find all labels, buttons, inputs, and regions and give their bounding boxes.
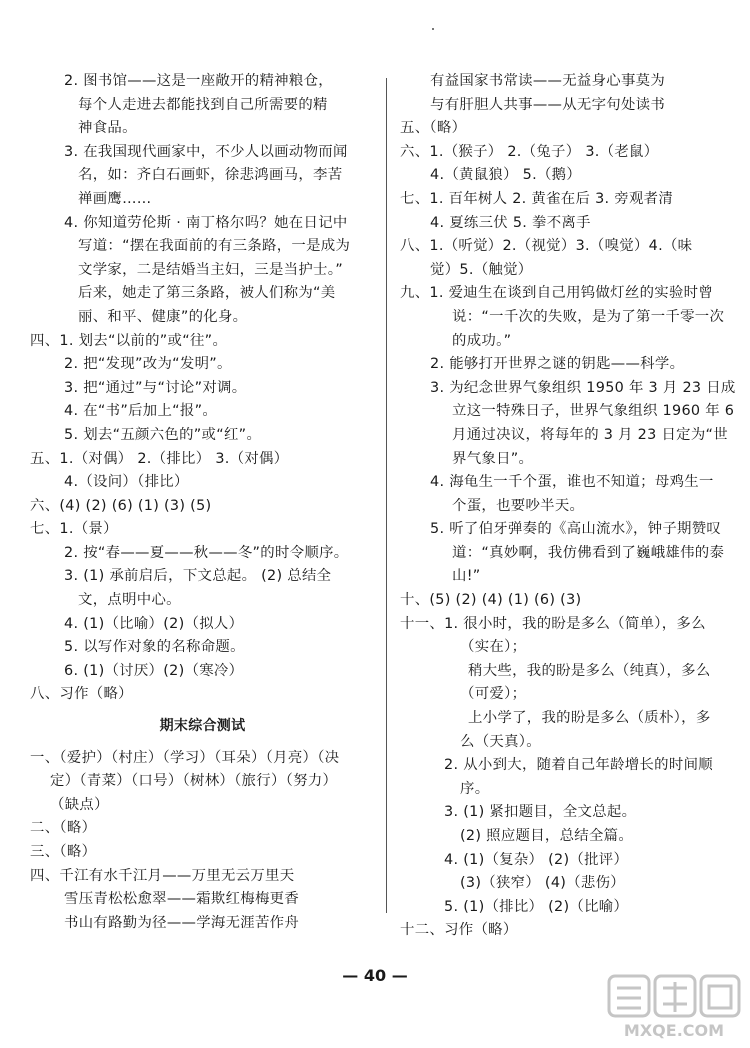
answer-line: 说：“一千次的失败，是为了第一千零一次 (452, 308, 725, 325)
answer-line: 写道：“摆在我面前的有三条路，一是成为 (78, 238, 351, 255)
answer-line: 雪压青松松愈翠——霜欺红梅梅更香 (64, 891, 300, 908)
answer-line: 4. 你知道劳伦斯 · 南丁格尔吗？她在日记中 (64, 214, 348, 231)
answer-line: 月通过决议，将每年的 3 月 23 日定为“世 (452, 426, 728, 443)
answer-line: 书山有路勤为径——学海无涯苦作舟 (64, 914, 300, 931)
answer-line: 5. 以写作对象的名称命题。 (64, 639, 245, 656)
answer-line: 五、（略） (400, 120, 467, 137)
answer-line: 4. (1)（比喻）(2)（拟人） (64, 615, 244, 632)
answer-line: 3. 把“通过”与“讨论”对调。 (64, 379, 247, 396)
answer-line: 八、1.（听觉）2.（视觉）3.（嗅觉）4.（味 (400, 238, 693, 255)
watermark-logo (607, 974, 742, 1042)
answer-line: 文，点明中心。 (78, 592, 181, 609)
answer-line: 八、习作（略） (30, 686, 133, 703)
answer-line: 山!” (452, 568, 481, 585)
answer-line: 2. 从小到大，随着自己年龄增长的时间顺 (444, 757, 713, 774)
answer-line: 的成功。” (452, 332, 512, 349)
answer-line: 文学家，二是结婚当主妇，三是当护士。” (78, 261, 343, 278)
answer-line: 4. (1)（复杂） (2)（批评） (444, 851, 629, 868)
answer-line: 3. 在我国现代画家中，不少人以画动物而闻 (64, 143, 348, 160)
answer-line: 序。 (460, 780, 490, 797)
answer-line: 四、1. 划去“以前的”或“往”。 (30, 332, 228, 349)
page-number: — 40 — (342, 966, 408, 985)
answer-line: 2. 图书馆——这是一座敞开的精神粮仓， (64, 73, 333, 89)
answer-line: 七、1.（景） (30, 521, 118, 538)
answer-line: 4.（设问）（排比） (64, 474, 189, 491)
answer-line: （实在）； (460, 639, 527, 656)
watermark-text: MXQE.COM (623, 1021, 725, 1040)
answer-line: 后来，她走了第三条路，被人们称为“美 (78, 285, 336, 302)
right-column (400, 70, 740, 943)
answer-line: 神食品。 (78, 120, 137, 137)
answer-line: 4. 海龟生一千个蛋，谁也不知道；母鸡生一 (430, 474, 714, 491)
answer-line: 七、1. 百年树人 2. 黄雀在后 3. 旁观者清 (400, 190, 674, 207)
answer-line: 与有肝胆人共事——从无字句处读书 (430, 96, 666, 113)
answer-line: 六、1.（猴子） 2.（兔子） 3.（老鼠） (400, 143, 659, 160)
answer-line: 界气象日”。 (452, 450, 534, 467)
answer-line: 九、1. 爱迪生在谈到自己用钨做灯丝的实验时曾 (400, 285, 714, 302)
answer-line: 4.（黄鼠狼） 5.（鹅） (430, 167, 582, 184)
answer-line: 禅画鹰…… (78, 190, 152, 207)
answer-line: 每个人走进去都能找到自己所需要的精 (78, 96, 328, 113)
answer-line: 6. (1)（讨厌）(2)（寒冷） (64, 662, 244, 679)
answer-line: 定）（青菜）（口号）（树林）（旅行）（努力） (50, 773, 338, 790)
answer-line: 5. 听了伯牙弹奏的《高山流水》，钟子期赞叹 (430, 521, 722, 538)
answer-line: 4. 在“书”后加上“报”。 (64, 403, 218, 420)
answer-line: 4. 夏练三伏 5. 拳不离手 (430, 214, 591, 231)
answer-line: 3. (1) 承前启后，下文总起。 (2) 总结全 (64, 568, 332, 585)
answer-line: 上小学了，我的盼是多么（质朴），多 (468, 710, 711, 727)
answer-line: 个蛋，也要吵半天。 (452, 497, 585, 514)
left-column (30, 70, 375, 935)
answer-line: 5. (1)（排比） (2)（比喻） (444, 898, 629, 915)
column-divider (386, 78, 387, 913)
answer-line: 有益国家书常读——无益身心事莫为 (430, 73, 666, 89)
answer-line: 3. 为纪念世界气象组织 1950 年 3 月 23 日成 (430, 379, 736, 396)
answer-line: 觉）5.（触觉） (430, 261, 533, 278)
answer-line: (3)（狭窄） (4)（悲伤） (460, 875, 625, 892)
answer-line: 么（天真）。 (460, 733, 541, 750)
answer-line: 一、（爱护）（村庄）（学习）（耳朵）（月亮）（决 (30, 749, 340, 766)
answer-line: 十二、习作（略） (400, 922, 518, 939)
scan-speck (432, 28, 434, 30)
section-title: 期末综合测试 (159, 718, 246, 735)
answer-line: 稍大些，我的盼是多么（纯真），多么 (468, 662, 711, 679)
answer-line: 五、1.（对偶） 2.（排比） 3.（对偶） (30, 450, 289, 467)
answer-line: 2. 把“发现”改为“发明”。 (64, 356, 232, 373)
answer-line: （可爱）； (460, 686, 527, 703)
answer-line: 2. 能够打开世界之谜的钥匙——科学。 (430, 356, 685, 373)
answer-line: 二、（略） (30, 820, 97, 837)
answer-line: 十、(5) (2) (4) (1) (6) (3) (400, 592, 582, 609)
answer-line: 四、千江有水千江月——万里无云万里天 (30, 867, 295, 884)
answer-line: 5. 划去“五颜六色的”或“红”。 (64, 426, 262, 443)
answer-line: 三、（略） (30, 844, 97, 860)
answer-line: 2. 按“春——夏——秋——冬”的时令顺序。 (64, 544, 349, 561)
answer-line: 六、(4) (2) (6) (1) (3) (5) (30, 497, 212, 514)
answer-line: 十一、1. 很小时，我的盼是多么（简单），多么 (400, 615, 706, 632)
answer-line: 丽、和平、健康”的化身。 (78, 308, 248, 325)
answer-line: （缺点） (50, 796, 109, 813)
answer-line: 名，如：齐白石画虾，徐悲鸿画马，李苦 (78, 167, 343, 184)
answer-line: 3. (1) 紧扣题目，全文总起。 (444, 804, 637, 821)
answer-line: 立这一特殊日子，世界气象组织 1960 年 6 (452, 403, 735, 420)
answer-line: (2) 照应题目，总结全篇。 (460, 828, 634, 844)
answer-line: 道：“真妙啊，我仿佛看到了巍峨雄伟的泰 (452, 544, 725, 561)
